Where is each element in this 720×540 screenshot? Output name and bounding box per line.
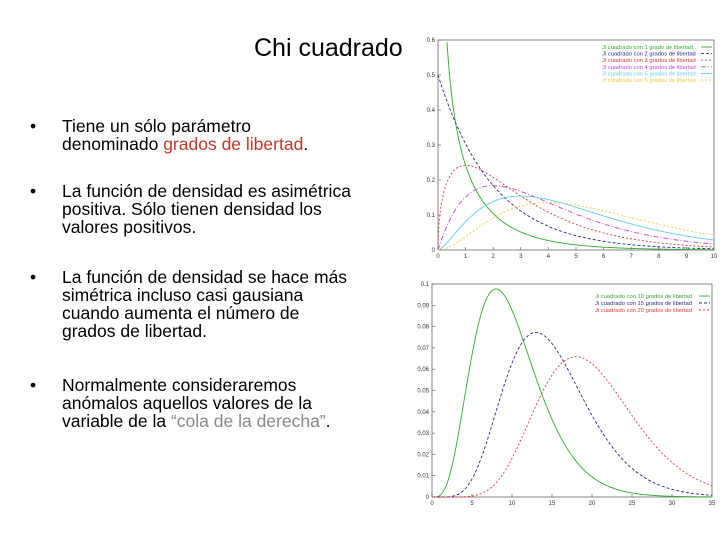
slide-title: Chi cuadrado (254, 34, 403, 62)
plot-frame (432, 284, 712, 497)
x-tick-label: 30 (668, 501, 676, 507)
y-tick-label: 0.6 (426, 38, 435, 44)
x-tick-label: 5 (574, 254, 578, 260)
x-tick-label: 10 (710, 254, 718, 260)
bullet-text: . (325, 411, 331, 431)
legend-entry: Ji cuadrado con 3 grados de libertad (602, 58, 696, 65)
series-line-df-5 (438, 196, 714, 250)
x-tick-label: 1 (463, 254, 468, 260)
y-tick-label: 0.03 (417, 431, 429, 438)
y-tick-label: 0.5 (426, 73, 435, 79)
y-tick-label: 0 (431, 248, 435, 254)
legend-entry: Ji cuadrado con 6 grados de libertad (602, 78, 696, 84)
y-tick-label: 0.4 (426, 108, 435, 114)
x-tick-label: 0 (430, 501, 434, 507)
highlight-text: grados de libertad (163, 134, 304, 154)
bullet-text: . (303, 134, 309, 154)
legend-entry: Ji cuadrado con 2 grados de libertad (602, 51, 696, 58)
bullet-dot: • (30, 116, 37, 136)
x-tick-label: 6 (601, 254, 606, 260)
x-tick-label: 20 (588, 501, 596, 507)
y-tick-label: 0.09 (417, 303, 429, 310)
x-tick-label: 3 (519, 254, 523, 260)
chi-square-chart-high-df (410, 278, 720, 514)
chi-square-chart-low-df (420, 34, 720, 270)
x-tick-label: 35 (708, 501, 716, 507)
y-tick-label: 0.01 (417, 473, 429, 480)
x-tick-label: 25 (628, 501, 636, 507)
y-tick-label: 0.2 (426, 178, 435, 184)
x-tick-label: 0 (436, 254, 440, 260)
bullet-text: La función de densidad se hace más simétrica incluso casi gausiana cuando aumenta el número de grados de libertad. (62, 267, 348, 341)
legend-entry: Ji cuadrado con 5 grados de libertad (602, 71, 696, 78)
bullet-dot: • (30, 181, 37, 201)
y-tick-label: 0.07 (417, 345, 429, 352)
x-tick-label: 4 (546, 254, 551, 260)
legend-entry: Ji cuadrado con 15 grados de libertad (595, 301, 693, 307)
x-tick-label: 2 (491, 254, 495, 260)
legend-entry: Ji cuadrado con 4 grados de libertad (602, 64, 696, 71)
bullet-dot: • (30, 375, 37, 395)
y-tick-label: 0.1 (426, 213, 435, 219)
bullet-text: Normalmente consideraremos anómalos aquellos valores de la variable de la (62, 375, 313, 431)
series-line-df-4 (438, 186, 714, 250)
x-tick-label: 5 (470, 501, 474, 507)
y-tick-label: 0.05 (417, 388, 429, 395)
bullet-text: Tiene un sólo parámetro (62, 116, 252, 136)
series-line-df-2 (438, 75, 714, 249)
y-tick-label: 0.02 (417, 452, 429, 459)
y-tick-label: 0.1 (420, 282, 429, 288)
x-tick-label: 15 (548, 501, 556, 507)
x-tick-label: 10 (508, 501, 516, 507)
legend-entry: Ji cuadrado con 10 grados de libertad (595, 294, 693, 300)
y-tick-label: 0.3 (426, 143, 435, 149)
x-tick-label: 7 (629, 254, 633, 260)
y-tick-label: 0.06 (417, 367, 429, 374)
legend-entry: Ji cuadrado con 1 grado de libertad (602, 45, 693, 51)
x-tick-label: 9 (684, 254, 689, 260)
bullet-text: denominado (62, 134, 164, 154)
legend-entry: Ji cuadrado con 20 grados de libertad (595, 308, 693, 314)
bullet-dot: • (30, 267, 37, 287)
highlight-text: “cola de la derecha” (170, 411, 326, 431)
series-line-df-10 (432, 289, 712, 497)
y-tick-label: 0 (425, 495, 429, 501)
y-tick-label: 0.08 (417, 324, 429, 331)
y-tick-label: 0.04 (417, 409, 429, 416)
x-tick-label: 8 (657, 254, 661, 260)
bullet-text: La función de densidad es asimétrica positiva. Sólo tienen densidad los valores positivos. (62, 181, 351, 237)
